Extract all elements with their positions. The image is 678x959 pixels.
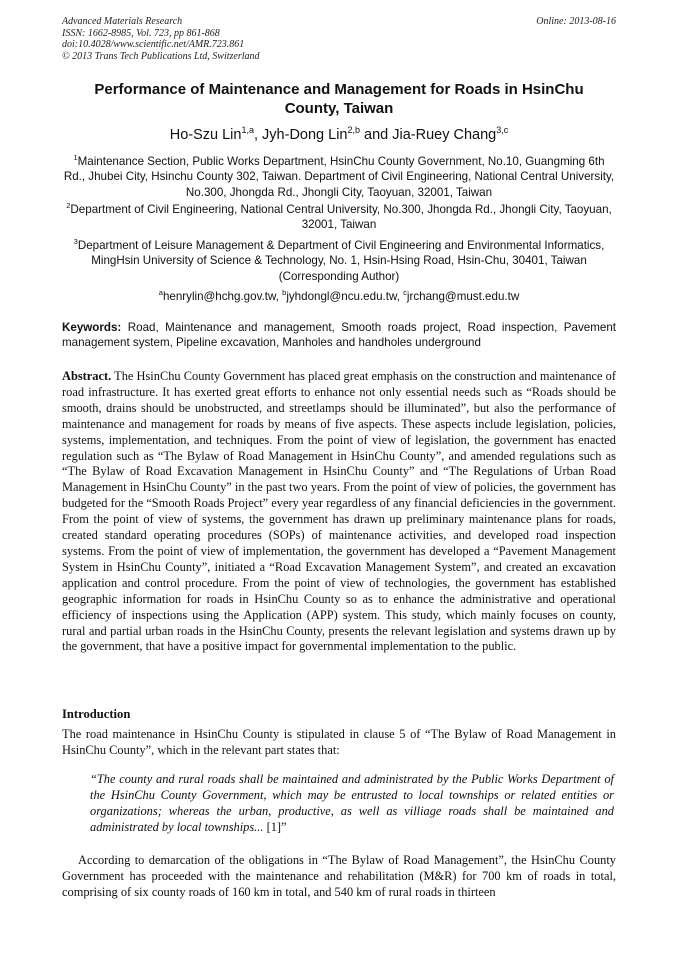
affiliation-text: Department of Leisure Management & Department of Civil Engineering and Environmental Informatics, MingHsin University of Science & Technology, No. 1, Hsin-Hsing Road, Hsin-Chu, 30401, Taiwan (Corresponding Author) — [77, 238, 605, 283]
affiliation-sup: 1 — [73, 153, 78, 162]
author-name: Ho-Szu Lin — [169, 126, 242, 143]
copyright-line: © 2013 Trans Tech Publications Ltd, Switzerland — [62, 50, 260, 62]
online-date: Online: 2013-08-16 — [536, 16, 616, 27]
email-address[interactable]: henrylin@hchg.gov.tw — [162, 289, 276, 303]
section-heading: Introduction — [62, 707, 131, 721]
author-sup: 3,c — [496, 125, 509, 135]
affiliation-sup: 3 — [73, 237, 78, 246]
journal-name: Advanced Materials Research — [62, 16, 183, 27]
affiliation-text: Maintenance Section, Public Works Department, HsinChu County Government, No.10, Guangming 6th Rd., Jhubei City, Hsinchu County 302, Taiwan. Department of Civil Engineering, National Central University, No.300, Jhongda Rd., Jhongli City, Taoyuan, 32001, Taiwan — [63, 154, 615, 199]
citation-ref: [1]” — [263, 819, 287, 834]
author-name: Jia-Ruey Chang — [392, 126, 497, 143]
affiliation-sup: 2 — [66, 201, 71, 210]
abstract-text: The HsinChu County Government has placed great emphasis on the construction and maintenance of road infrastructure. It has exerted great efforts to enhance not only essential needs such as “Roads should be smooth, drains should be unobstructed, and streetlamps should be illuminated”, but also the performance of maintenance and management for roads by means of five aspects. These aspects include legislation, policies, systems, implementation, and techniques. From the point of view of legislation, the government has enacted regulation such as “The Bylaw of Road Management in HsinChu County”, and amended regulations such as “The Bylaw of Road Excavation Management in HsinChu County” and “The Regulations of Urban Road Management in HsinChu County” in the past two years. From the point of view of policies, the government has budgeted for the “Smooth Roads Project” every year regardless of any financial deficiencies in the government. From the point of view of systems, the government has drawn up preliminary maintenance plans for roads, created standard operating procedures (SOPs) of maintenance activities, and developed road inspection systems. From the point of view of implementation, the government has developed a “Pavement Management System in HsinChu County”, initiated a “Road Excavation Management System”, and created an excavation application and control procedure. From the point of view of technologies, the government has established geographic information for roads in HsinChu County so as to enhance the administrative and operational efficiency of inspections using the Application (APP) system. This study, which mainly focuses on county, rural and partial urban roads in the HsinChu County, presents the relevant legislation and systems drawn up by the government, that have a positive impact for governmental implementation to the public. — [62, 369, 616, 654]
email-list — [62, 285, 616, 304]
email-address[interactable]: jrchang@must.edu.tw — [406, 289, 520, 303]
author-list — [62, 121, 616, 144]
email-sup: c — [403, 288, 407, 297]
author-separator: , — [253, 126, 263, 143]
doi-line: doi:10.4028/www.scientific.net/AMR.723.861 — [62, 39, 245, 50]
email-separator: , — [396, 289, 404, 303]
author-sup: 1,a — [241, 125, 254, 135]
author-separator: and — [360, 126, 393, 143]
keywords-text: Road, Maintenance and management, Smooth roads project, Road inspection, Pavement management system, Pipeline excavation, Manholes and handholes underground — [62, 321, 616, 349]
author-name: Jyh-Dong Lin — [262, 126, 348, 143]
email-sup: b — [282, 288, 287, 297]
email-sup: a — [158, 288, 163, 297]
journal-header — [62, 16, 260, 62]
block-quote — [90, 772, 614, 836]
quote-text: “The county and rural roads shall be maintained and administrated by the Public Works Department of the HsinChu County Government, which may be entrusted to local townships or related entities or organizations; whereas the urban, productive, as well as villiage roads shall be maintained and administrated by local townships... — [90, 772, 614, 834]
abstract-label: Abstract. — [62, 369, 112, 383]
affiliation — [62, 234, 616, 284]
email-separator: , — [275, 289, 283, 303]
email-address[interactable]: jyhdongl@ncu.edu.tw — [286, 289, 397, 303]
affiliation-text: Department of Civil Engineering, National Central University, No.300, Jhongda Rd., Jhongli City, Taoyuan, 32001, Taiwan — [70, 202, 612, 232]
abstract-block — [62, 369, 616, 655]
affiliation — [62, 150, 616, 200]
issn-line: ISSN: 1662-8985, Vol. 723, pp 861-868 — [62, 27, 220, 39]
keywords-block — [62, 320, 616, 350]
intro-paragraph: The road maintenance in HsinChu County is stipulated in clause 5 of “The Bylaw of Road Management in HsinChu County”, which in the relevant part states that: — [62, 727, 616, 757]
keywords-label: Keywords: — [62, 321, 122, 334]
author-sup: 2,b — [347, 125, 360, 135]
paper-title: Performance of Maintenance and Management for Roads in HsinChu County, Taiwan — [94, 81, 584, 117]
affiliation — [62, 198, 616, 233]
intro-paragraph: According to demarcation of the obligations in “The Bylaw of Road Management”, the HsinChu County Government has proceeded with the maintenance and rehabilitation (M&R) for 700 km of roads in total, comprising of six county roads of 160 km in total, and 540 km of rural roads in thirteen — [62, 853, 616, 899]
